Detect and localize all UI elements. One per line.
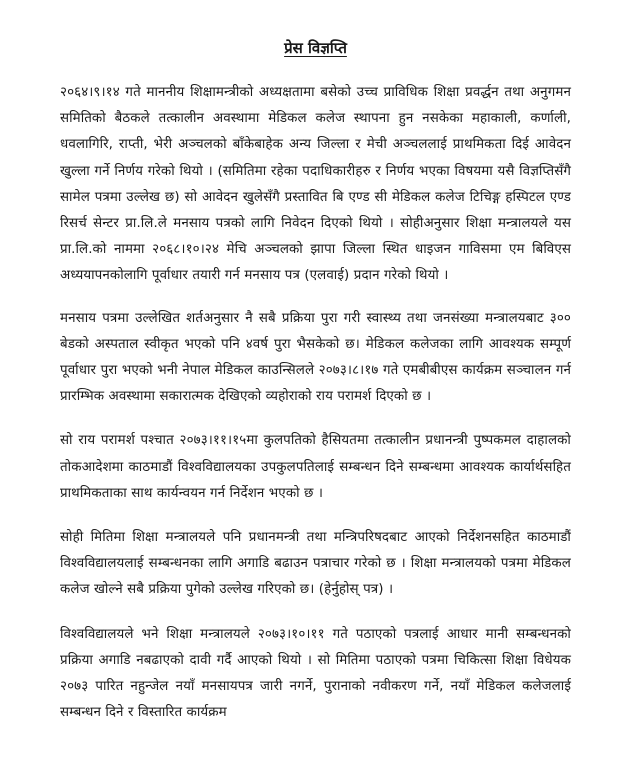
paragraph-4: सोही मितिमा शिक्षा मन्त्रालयले पनि प्रधानमन्त्री तथा मन्त्रिपरिषदबाट आएको निर्देशनसहित काठमाडौं विश्वविद्यालयलाई सम्बन्धनका लागि अगाडि बढाउन पत्राचार गरेको छ । शिक्षा मन्त्रालयको पत्रमा मेडिकल कलेज खोल्ने सबै प्रक्रिया पुगेको उल्लेख गरिएको छ। (हेर्नुहोस् पत्र) ।	[60, 530, 571, 598]
paragraph-3: सो राय परामर्श पश्चात २०७३।११।१५मा कुलपतिको हैसियतमा तत्कालीन प्रधानन्त्री पुष्पकमल दाहालको तोकआदेशमा काठमाडौं विश्वविद्यालयका उपकुलपतिलाई सम्बन्धन दिने सम्बन्धमा आवश्यक कार्यार्थसहित प्राथमिकताका साथ कार्यन्वयन गर्न निर्देशन भएको छ ।	[60, 433, 571, 501]
paragraph-2: मनसाय पत्रमा उल्लेखित शर्तअनुसार नै सबै प्रक्रिया पुरा गरी स्वास्थ्य तथा जनसंख्या मन्त्रालयबाट ३०० बेडको अस्पताल स्वीकृत भएको पनि ४वर्ष पुरा भैसकेको छ। मेडिकल कलेजका लागि आवश्यक सम्पूर्ण पूर्वाधार पुरा भएको भनी नेपाल मेडिकल काउन्सिलले २०७३।८।१७ गते एमबीबीएस कार्यक्रम सञ्चालन गर्न प्रारम्भिक अवस्थामा सकारात्मक देखिएको व्यहोराको राय परामर्श दिएको छ ।	[60, 310, 571, 405]
paragraph-5: विश्वविद्यालयले भने शिक्षा मन्त्रालयले २०७३।१०।११ गते पठाएको पत्रलाई आधार मानी सम्बन्धनको प्रक्रिया अगाडि नबढाएको दावी गर्दै आएको थियो । सो मितिमा पठाएको पत्रमा चिकित्सा शिक्षा विधेयक २०७३ पारित नहुन्जेल नयाँ मनसायपत्र जारी नगर्ने, पुरानाको नवीकरण गर्ने, नयाँ मेडिकल कलेजलाई सम्बन्धन दिने र विस्तारित कार्यक्रम	[60, 626, 571, 721]
paragraph-1: २०६४।९।१४ गते माननीय शिक्षामन्त्रीको अध्यक्षतामा बसेको उच्च प्राविधिक शिक्षा प्रवर्द्धन तथा अनुगमन समितिको बैठकले तत्कालीन अवस्थामा मेडिकल कलेज स्थापना हुन नसकेका महाकाली, कर्णाली, धवलागिरि, राप्ती, भेरी अञ्चलको बाँकेबाहेक अन्य जिल्ला र मेची अञ्चललाई प्राथमिकता दिई आवेदन खुल्ला गर्ने निर्णय गरेको थियो । (समितिमा रहेका पदाधिकारीहरु र निर्णय भएका विषयमा यसै विज्ञप्तिसँगै सामेल पत्रमा उल्लेख छ) सो आवेदन खुलेसँगै प्रस्तावित बि एण्ड सी मेडिकल कलेज टिचिङ्ग हस्पिटल एण्ड रिसर्च सेन्टर प्रा.लि.ले मनसाय पत्रको लागि निवेदन दिएको थियो । सोहीअनुसार शिक्षा मन्त्रालयले यस प्रा.लि.को नाममा २०६८।१०।२४ मेचि अञ्चलको झापा जिल्ला स्थित धाइजन गाविसमा एम बिविएस अध्ययापनकोलागि पूर्वाधार तयारी गर्न मनसाय पत्र (एलवाई) प्रदान गरेको थियो ।	[60, 85, 571, 284]
page-title: प्रेस विज्ञप्ति	[284, 39, 347, 57]
